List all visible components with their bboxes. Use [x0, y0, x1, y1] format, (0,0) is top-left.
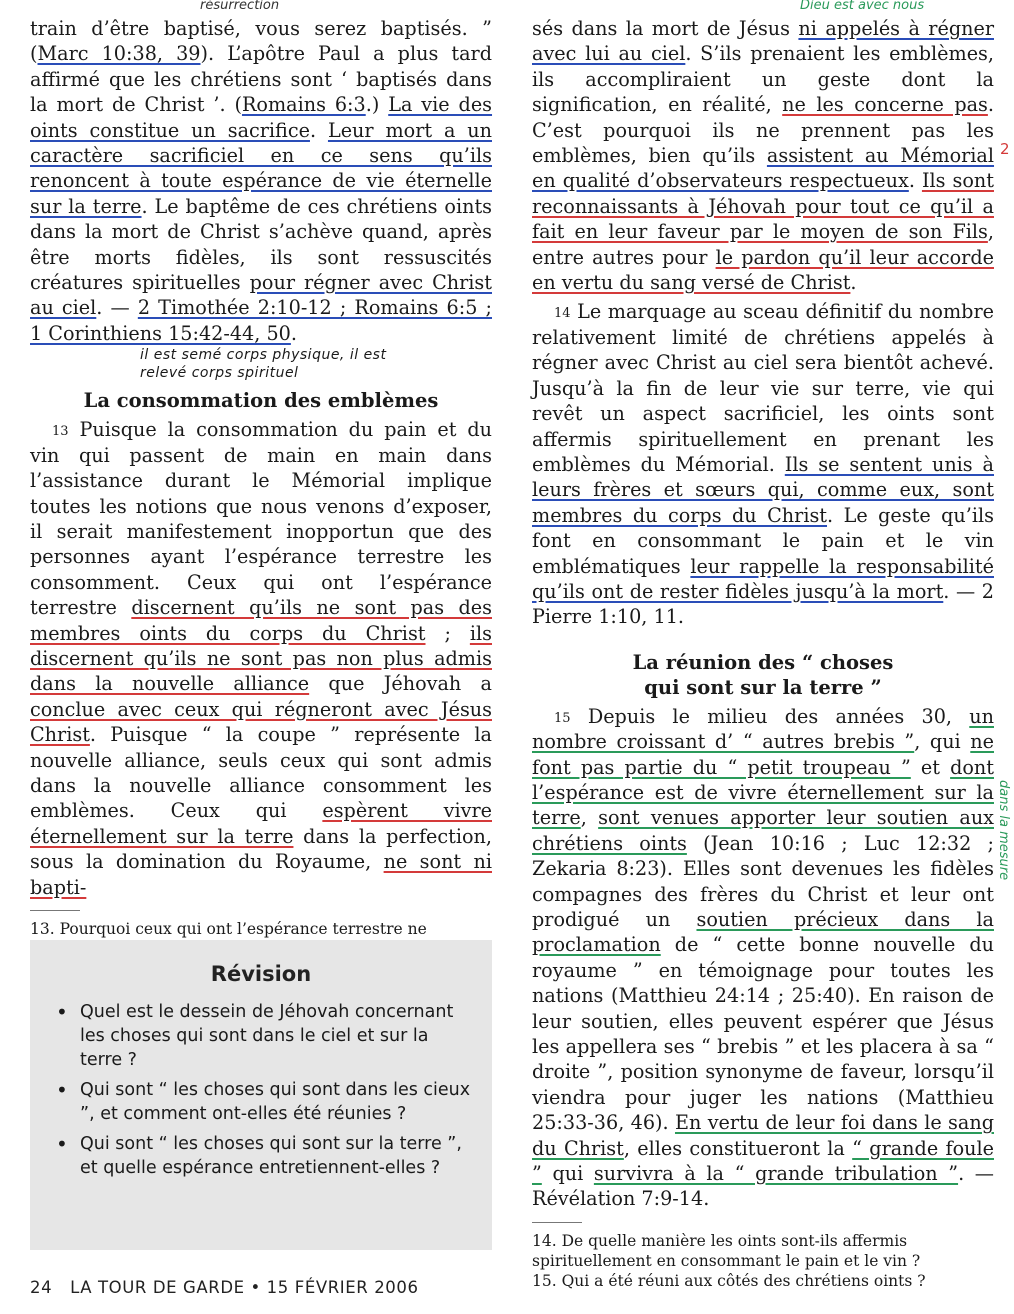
text-run: Puisque la consommation du pain et du vin qui passent de main en main dans l’assistance durant le Mémorial implique toutes les notions que nous venons d’exposer, il serait manifestement inopportun que des personnes ayant l’espérance terrestre les consomment. Ceux qui ont l’espérance terrestre	[30, 418, 492, 620]
paragraph-12-continued	[30, 16, 492, 346]
underlined-passage: ils discernent qu’ils ne sont pas non plus admis dans la nouvelle alliance	[30, 621, 492, 696]
page-number: 24	[30, 1278, 53, 1297]
text-run: . C’est pourquoi ils ne prennent pas les emblèmes, bien qu’ils	[532, 93, 994, 168]
text-run: de “ cette bonne nouvelle du royaume ” en témoignage pour toutes les nations (Matthieu 24:14 ; 25:40). En raison de leur soutien, elles peuvent espérer que Jésus les appellera ses “ brebis ” et les placera à sa “ droite ”, position synonyme de faveur, lorsqu’il viendra pour juger les nations (Matthieu 25:33-36, 46).	[532, 933, 994, 1135]
underlined-passage: ni appelés à régner avec lui au ciel	[532, 17, 994, 66]
handwritten-margin-note: dans la mesure	[996, 780, 1011, 881]
paragraph-number: 13	[52, 424, 69, 440]
underlined-passage: Romains 6:3	[241, 93, 366, 117]
paragraph-number: 15	[554, 710, 571, 726]
paragraph-14	[532, 299, 994, 629]
subheading-emblems: La consommation des emblèmes	[83, 389, 439, 413]
text-run: . Puisque “ la coupe ” représente la nouvelle alliance, seuls ceux qui sont admis dans la nouvelle alliance consomment les emblèmes. Ceux qui	[30, 723, 492, 823]
text-run: que Jéhovah a	[309, 672, 492, 696]
underlined-passage: pour régner avec Christ au ciel	[30, 271, 492, 320]
underlined-passage: ne font pas partie du “ petit troupeau ”	[532, 730, 994, 779]
text-run: qui	[541, 1162, 594, 1186]
right-column	[532, 16, 994, 1291]
underlined-passage: discernent qu’ils ne sont pas des membres oints du corps du Christ	[30, 596, 492, 645]
underlined-passage: Ils sont reconnaissants à Jéhovah pour tout ce qu’il a fait en leur faveur par le moyen de son Fils	[532, 169, 994, 244]
text-run: Le marquage au sceau définitif du nombre relativement limité de chrétiens appelés à régner avec Christ au ciel sera bientôt achevé. Jusqu’à la fin de leur vie sur terre, vie qui revêt un aspect sacrificiel, les oints sont affermis spirituellement en prenant les emblèmes du Mémorial.	[532, 300, 994, 476]
underlined-passage: conclue avec ceux qui régneront avec Jésus Christ	[30, 697, 492, 747]
text-run: .	[908, 169, 922, 193]
subheading-earth-things: La réunion des “ choses qui sont sur la terre ”	[632, 650, 894, 699]
paragraph-number: 14	[554, 306, 571, 322]
text-run: .)	[365, 93, 389, 117]
text-run: (Jean 10:16 ; Luc 12:32 ; Zekaria 8:23). Elles sont devenues les fidèles compagnes des frères du Christ et leur ont prodigué un	[532, 831, 994, 931]
paragraph-13-continued	[532, 16, 994, 295]
text-run: sés dans la mort de Jésus	[532, 17, 799, 40]
handwritten-note-top-left: résurrection	[200, 0, 280, 13]
review-item: • Qui sont “ les choses qui sont dans les cieux ”, et comment ont-elles été réunies ?	[80, 1078, 472, 1126]
underlined-passage: Ils se sentent unis à leurs frères et sœurs qui, comme eux, sont membres du corps du Christ	[532, 452, 994, 527]
review-item: • Qui sont “ les choses qui sont sur la terre ”, et quelle espérance entretiennent-elles ?	[80, 1132, 472, 1180]
question-14: 14. De quelle manière les oints sont-ils affermis spirituellement en consommant le pain et le vin ?	[532, 1231, 921, 1270]
underlined-passage: dont l’espérance est de vivre éternellement sur la terre	[532, 755, 994, 830]
paragraph-13	[30, 417, 492, 900]
underlined-passage: La vie des oints constitue un sacrifice	[30, 93, 493, 142]
publication-title: LA TOUR DE GARDE • 15 FÉVRIER 2006	[70, 1278, 419, 1297]
underlined-passage: survivra à la “ grande tribulation ”	[593, 1162, 959, 1186]
underlined-passage: sont venues apporter leur soutien aux chrétiens oints	[532, 806, 994, 855]
underlined-passage: assistent au Mémorial en qualité d’observateurs respectueux	[532, 144, 995, 193]
text-run: ). L’apôtre Paul a plus tard affirmé que les chrétiens sont ‘ baptisés dans la mort de Christ ’. (	[30, 42, 492, 117]
text-run: .	[290, 321, 297, 345]
underlined-passage: leur rappelle la responsabilité qu’ils ont de rester fidèles jusqu’à la mort	[532, 554, 994, 603]
review-title: Révision	[210, 962, 312, 986]
handwritten-annotation: il est semé corps physique, il est relevé corps spirituel	[140, 347, 387, 382]
text-run: . Le geste qu’ils font en consommant le pain et le vin emblématiques	[532, 503, 994, 578]
underlined-passage: Marc 10:38, 39	[37, 42, 201, 66]
text-run: . — 2 Pierre 1:10, 11.	[532, 579, 995, 629]
review-list	[30, 1000, 492, 1180]
underlined-passage: soutien précieux dans la proclamation	[532, 908, 994, 957]
page-footer	[30, 1278, 419, 1297]
handwritten-note-top-right: Dieu est avec nous	[800, 0, 925, 13]
text-run: , entre autres pour	[532, 220, 994, 269]
text-run: . Le baptême de ces chrétiens oints dans la mort de Christ s’achève quand, après être morts fidèles, ils sont ressuscités créatures spirituelles	[30, 194, 492, 295]
question-divider	[30, 910, 80, 911]
underlined-passage: espèrent vivre éternellement sur la terre	[30, 799, 492, 848]
underlined-passage: En vertu de leur foi dans le sang du Christ	[532, 1111, 994, 1160]
text-run: .	[850, 271, 857, 295]
underlined-passage: Leur mort a un caractère sacrificiel en ce sens qu’ils renoncent à toute espérance de vie éternelle sur la terre	[30, 118, 492, 218]
underlined-passage: 2 Timothée 2:10-12 ; Romains 6:5 ; 1 Corinthiens 15:42-44, 50	[30, 296, 492, 345]
underlined-passage: “ grande foule ”	[532, 1136, 994, 1186]
text-run: ,	[580, 806, 599, 830]
underlined-passage: le pardon qu’il leur accorde en vertu du sang versé de Christ	[532, 245, 994, 295]
text-run: , qui	[914, 730, 971, 754]
left-column	[30, 16, 492, 979]
text-run: , elles constitueront la	[623, 1136, 853, 1160]
text-run: ;	[425, 621, 470, 645]
question-13: 13. Pourquoi ceux qui ont l’espérance terrestre ne	[30, 920, 427, 938]
underlined-passage: ne les concerne pas	[782, 93, 988, 117]
review-item: • Quel est le dessein de Jéhovah concernant les choses qui sont dans le ciel et sur la terre ?	[80, 1000, 472, 1072]
underlined-passage: ne sont ni bapti-	[30, 850, 492, 899]
text-run: dans la perfection, sous la domination du Royaume,	[30, 824, 492, 874]
text-run: .	[309, 118, 328, 142]
question-divider	[532, 1222, 582, 1223]
text-run: et	[910, 755, 951, 779]
review-box	[30, 940, 492, 1250]
question-15: 15. Qui a été réuni aux côtés des chrétiens oints ?	[532, 1271, 926, 1290]
text-run: . S’ils prenaient les emblèmes, ils accompliraient un geste dont la signification, en réalité,	[532, 42, 995, 117]
text-run: Depuis le milieu des années 30,	[587, 704, 970, 728]
paragraph-15	[532, 704, 994, 1212]
margin-mark-icon: 2	[1000, 140, 1010, 158]
underlined-passage: un nombre croissant d’ “ autres brebis ”	[532, 704, 994, 754]
text-run: train d’être baptisé, vous serez baptisés. ” (	[30, 17, 492, 66]
text-run: . — Révélation 7:9-14.	[532, 1162, 994, 1211]
text-run: . —	[96, 296, 138, 320]
